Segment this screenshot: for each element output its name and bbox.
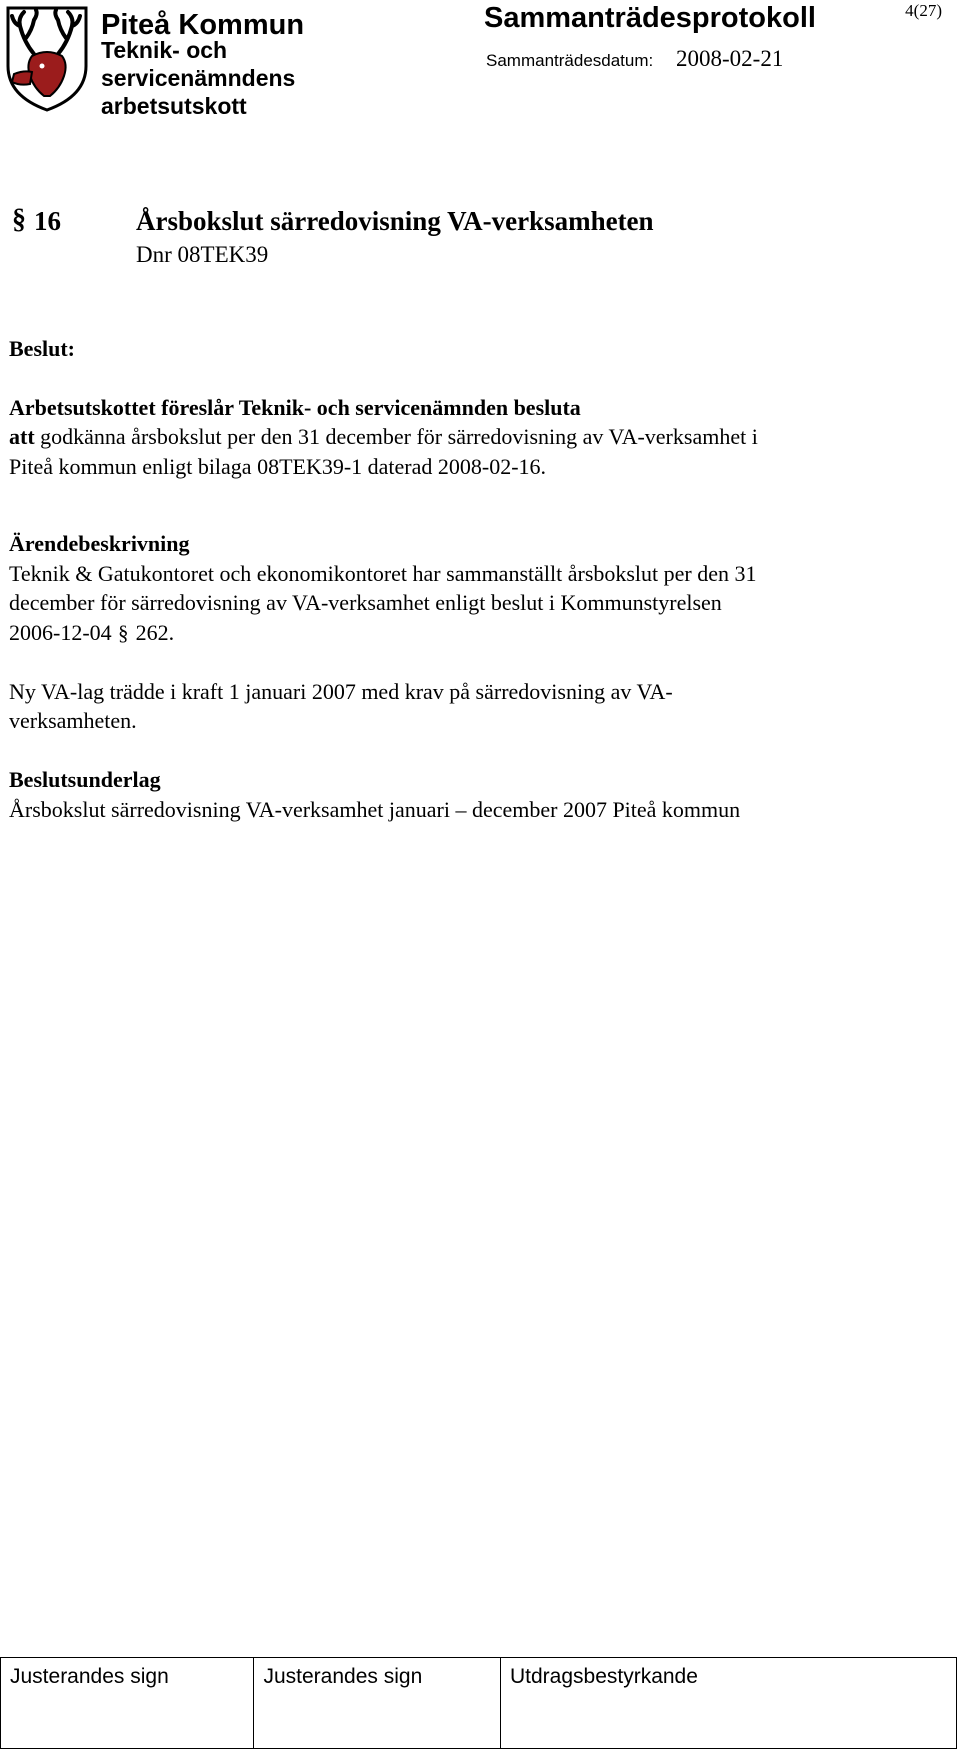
signature-cell-3: Utdragsbestyrkande [509, 1665, 698, 1688]
signature-table [0, 1657, 957, 1749]
item-title: Årsbokslut särredovisning VA-verksamheten [136, 206, 654, 236]
reindeer-crest-icon [4, 4, 90, 114]
item-dnr: Dnr 08TEK39 [136, 242, 269, 267]
section-sign-icon [12, 204, 28, 234]
meeting-date-label: Sammanträdesdatum: [486, 51, 654, 70]
description-p1-line-1: Teknik & Gatukontoret och ekonomikontoret har sammanställt årsbokslut per den 31 [9, 561, 757, 586]
page-number: 4(27) [905, 1, 942, 20]
dept-line-2: servicenämndens [101, 65, 296, 91]
item-number: 16 [34, 206, 61, 236]
org-name: Piteå Kommun [101, 9, 305, 41]
description-heading: Ärendebeskrivning [9, 531, 190, 556]
meeting-date-value: 2008-02-21 [676, 46, 784, 71]
section-sign-icon [118, 622, 130, 652]
dept-line-1: Teknik- och [101, 37, 228, 63]
dept-line-3: arbetsutskott [101, 93, 247, 119]
svg-text:§: § [117, 622, 129, 644]
description-p1-line-2: december för särredovisning av VA-verksamhet enligt beslut i Kommunstyrelsen [9, 590, 722, 615]
ks-date: 2006-12-04 [9, 620, 112, 645]
signature-cell-1: Justerandes sign [1, 1658, 254, 1748]
document-title: Sammanträdesprotokoll [484, 2, 816, 34]
decision-line-3: Piteå kommun enligt bilaga 08TEK39-1 daterad 2008-02-16. [9, 454, 547, 479]
basis-line-1: Årsbokslut särredovisning VA-verksamhet januari – december 2007 Piteå kommun [9, 797, 741, 822]
signature-cell-2: Justerandes sign [254, 1658, 501, 1748]
basis-heading: Beslutsunderlag [9, 767, 161, 792]
description-p2-line-1: Ny VA-lag trädde i kraft 1 januari 2007 med krav på särredovisning av VA- [9, 679, 673, 704]
decision-heading: Beslut: [9, 336, 75, 361]
att-keyword: att [9, 424, 35, 449]
decision-line-2 [9, 422, 758, 452]
decision-line-2-rest: godkänna årsbokslut per den 31 december för särredovisning av VA-verksamhet i [34, 424, 758, 449]
description-p2-line-2: verksamheten. [9, 708, 137, 733]
decision-line-1: Arbetsutskottet föreslår Teknik- och servicenämnden besluta [9, 395, 581, 420]
svg-text:§: § [12, 204, 26, 234]
description-p1-line-3 [9, 618, 174, 652]
ks-paragraph: 262. [135, 620, 175, 645]
